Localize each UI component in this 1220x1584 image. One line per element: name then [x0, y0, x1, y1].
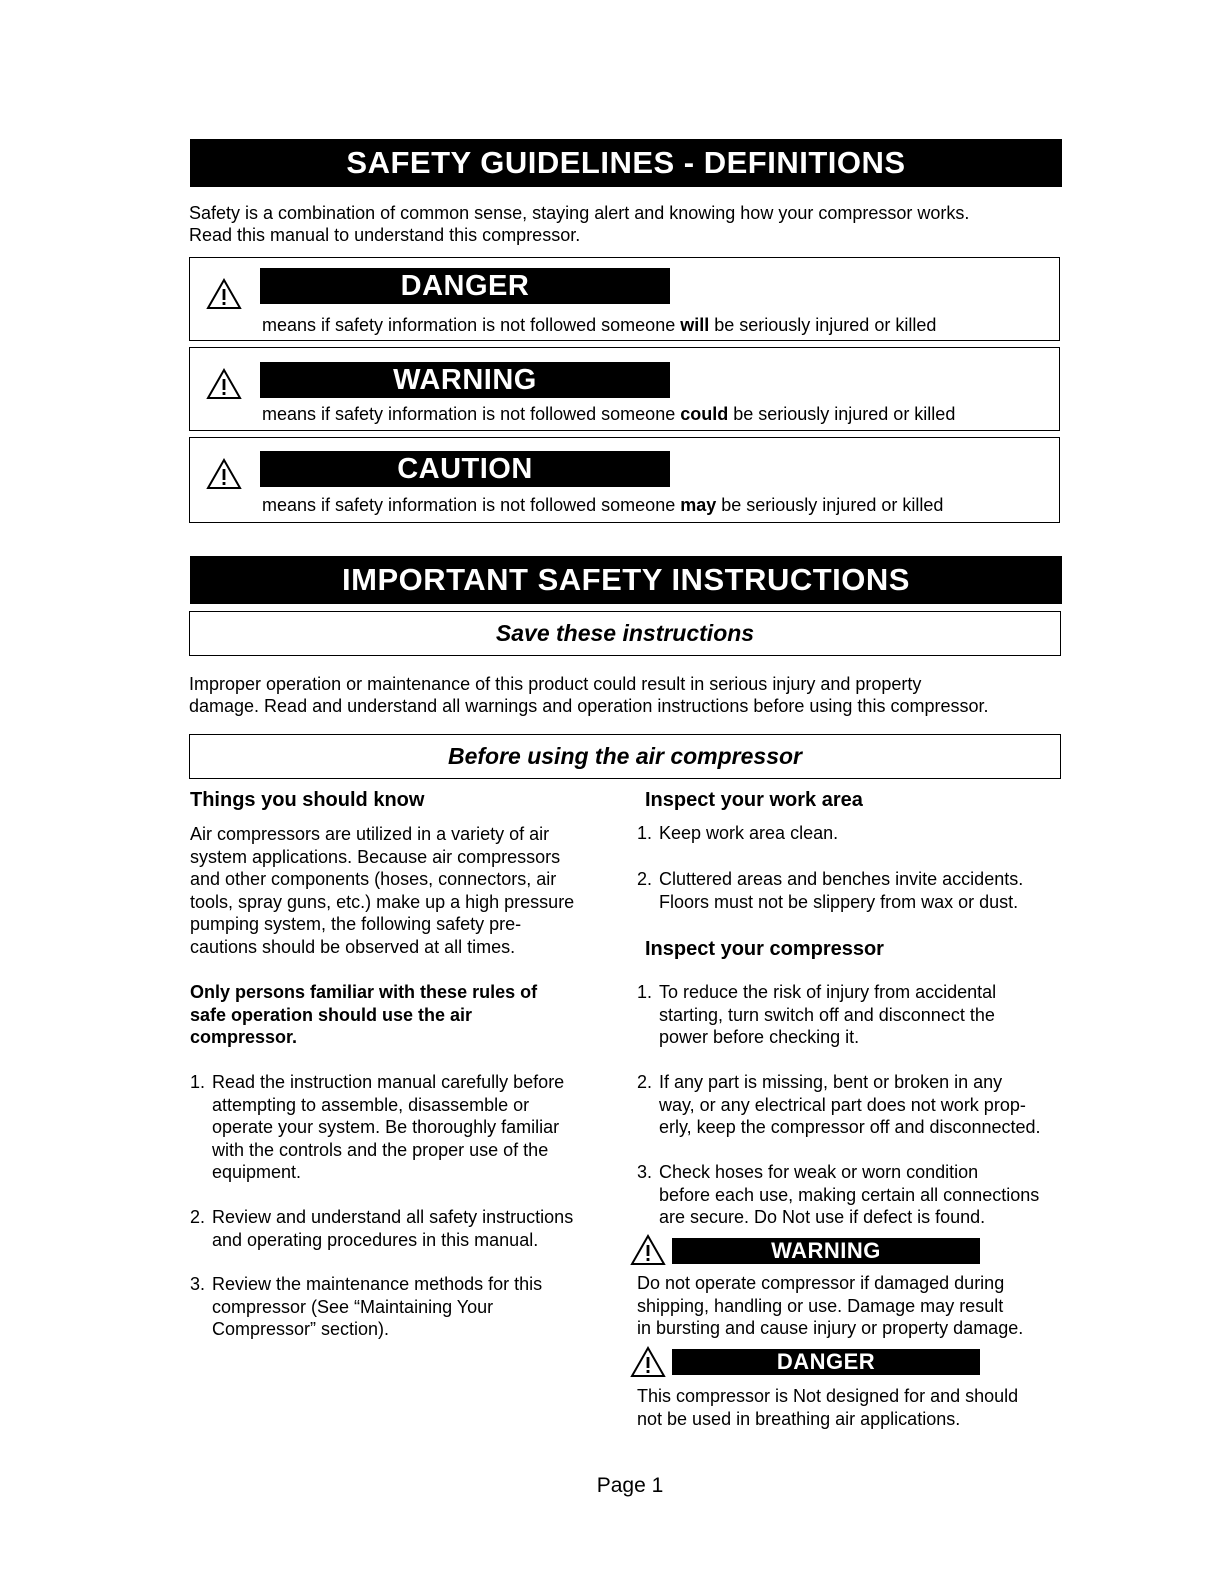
warning-signal-word-small: WARNING [672, 1238, 980, 1264]
danger-signal-word: DANGER [260, 268, 670, 304]
list-item: 1. To reduce the risk of injury from accidental starting, turn switch off and disconnect the power before checking it. [637, 982, 997, 1047]
list-item: 1. Read the instruction manual carefully before attempting to assemble, disassemble or operate your system. Be thoroughly familiar with the controls and the proper use of the equipment. [190, 1072, 565, 1182]
work-area-list [637, 868, 1023, 913]
instructions-intro-line-2: damage. Read and understand all warnings and operation instructions before using this compressor. [189, 696, 989, 716]
list-item: 3. Review the maintenance methods for this compressor (See “Maintaining Your Compressor” section). [190, 1274, 543, 1339]
damage-warning-text: Do not operate compressor if damaged during shipping, handling or use. Damage may result in bursting and cause injury or property damage. [637, 1273, 1024, 1338]
warning-definition-text: means if safety information is not followed someone could be seriously injured or killed [262, 404, 956, 424]
inspect-work-area-heading: Inspect your work area [645, 789, 863, 811]
save-instructions-subtitle: Save these instructions [189, 611, 1061, 656]
instructions-intro-line-1: Improper operation or maintenance of this product could result in serious injury and property [189, 674, 922, 694]
only-persons-familiar-note: Only persons familiar with these rules of safe operation should use the air compressor. [190, 982, 538, 1047]
caution-definition-text: means if safety information is not followed someone may be seriously injured or killed [262, 495, 944, 515]
compressor-list [637, 1071, 1041, 1139]
compressor-list [637, 1161, 1039, 1229]
things-you-should-know-paragraph: Air compressors are utilized in a variety of air system applications. Because air compressors and other components (hoses, connectors, air tools, spray guns, etc.) make up a high pressure pumping system, the following safety pre- cautions should be observed at all times. [190, 824, 575, 957]
list-item: 2. Review and understand all safety instructions and operating procedures in this manual. [190, 1207, 574, 1250]
work-area-list [637, 822, 838, 845]
warning-definition-box [189, 347, 1060, 431]
guidelines-banner: SAFETY GUIDELINES - DEFINITIONS [190, 139, 1062, 187]
warning-triangle-icon [206, 278, 242, 310]
left-list [190, 1206, 573, 1251]
list-item: 2. If any part is missing, bent or broken in any way, or any electrical part does not work prop- erly, keep the compressor off and disconnected. [637, 1072, 1041, 1137]
warning-triangle-icon [630, 1346, 666, 1378]
compressor-list [637, 981, 996, 1049]
guidelines-intro-line-2: Read this manual to understand this compressor. [189, 225, 581, 245]
caution-definition-box [189, 437, 1060, 523]
danger-definition-box [189, 257, 1060, 341]
left-list [190, 1071, 564, 1184]
danger-signal-word-small: DANGER [672, 1349, 980, 1375]
list-item: 3. Check hoses for weak or worn condition before each use, making certain all connections are secure. Do Not use if defect is found. [637, 1162, 1040, 1227]
guidelines-intro-line-1: Safety is a combination of common sense, staying alert and knowing how your compressor works. [189, 203, 970, 223]
warning-triangle-icon [630, 1234, 666, 1266]
things-you-should-know-heading: Things you should know [190, 789, 425, 811]
before-using-subtitle: Before using the air compressor [189, 734, 1061, 779]
page-number: Page 1 [596, 1474, 664, 1497]
danger-definition-text: means if safety information is not followed someone will be seriously injured or killed [262, 315, 937, 335]
warning-signal-word: WARNING [260, 362, 670, 398]
list-item: 1. Keep work area clean. [637, 823, 839, 843]
left-list [190, 1273, 542, 1341]
breathing-air-danger-text: This compressor is Not designed for and should not be used in breathing air applications. [637, 1386, 1019, 1429]
list-item: 2. Cluttered areas and benches invite accidents. Floors must not be slippery from wax or dust. [637, 869, 1024, 912]
instructions-banner: IMPORTANT SAFETY INSTRUCTIONS [190, 556, 1062, 604]
inspect-compressor-heading: Inspect your compressor [645, 938, 884, 960]
warning-triangle-icon [206, 458, 242, 490]
caution-signal-word: CAUTION [260, 451, 670, 487]
warning-triangle-icon [206, 368, 242, 400]
